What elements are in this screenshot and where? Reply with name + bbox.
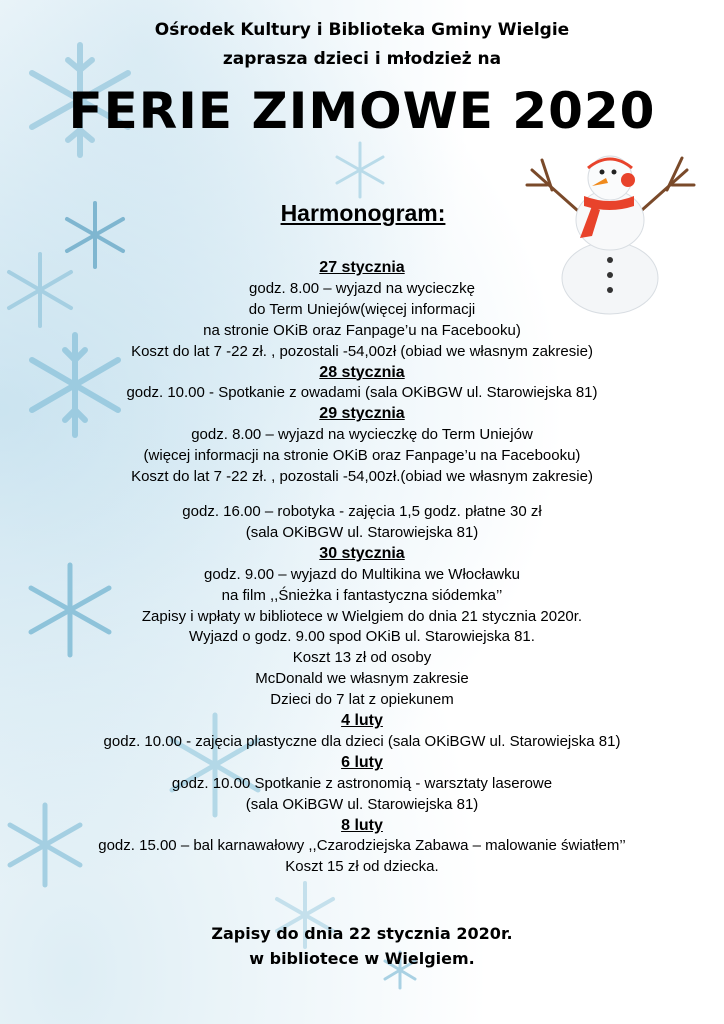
schedule-line: godz. 8.00 – wyjazd na wycieczkę [249, 279, 475, 297]
schedule-line: Koszt do lat 7 -22 zł. , pozostali -54,00zł (obiad we własnym zakresie) [131, 342, 593, 360]
organizer-line: Ośrodek Kultury i Biblioteka Gminy Wielgie [154, 20, 570, 40]
page-title: FERIE ZIMOWE 2020 [68, 82, 656, 140]
date-jan29: 29 stycznia [319, 405, 405, 423]
schedule-line: Koszt do lat 7 -22 zł. , pozostali -54,00zł.(obiad we własnym zakresie) [131, 468, 593, 486]
date-feb4: 4 luty [341, 712, 383, 730]
invitation-line: zaprasza dzieci i młodzież na [222, 49, 502, 69]
schedule-line: (sala OKiBGW ul. Starowiejska 81) [245, 795, 479, 813]
schedule-line: godz. 10.00 - Spotkanie z owadami (sala OKiBGW ul. Starowiejska 81) [126, 384, 598, 402]
schedule-line: godz. 15.00 – bal karnawałowy ,,Czarodziejska Zabawa – malowanie światłem’’ [98, 837, 626, 855]
signup-deadline: Zapisy do dnia 22 stycznia 2020r. [211, 924, 513, 943]
date-jan27: 27 stycznia [319, 259, 405, 276]
signup-note [0, 921, 724, 971]
schedule-line: na film ,,Śnieżka i fantastyczna siódemka’’ [221, 586, 503, 604]
schedule-line: na stronie OKiB oraz Fanpage’u na Facebooku) [203, 321, 521, 339]
signup-location: w bibliotece w Wielgiem. [249, 949, 475, 968]
schedule-line: godz. 16.00 – robotyka - zajęcia 1,5 godz. płatne 30 zł [182, 502, 542, 520]
schedule-line: Koszt 13 zł od osoby [292, 649, 432, 667]
date-feb6: 6 luty [341, 753, 383, 771]
schedule-line: Zapisy i wpłaty w bibliotece w Wielgiem do dnia 21 stycznia 2020r. [141, 607, 583, 625]
schedule-line: McDonald we własnym zakresie [255, 670, 469, 688]
schedule-line: (więcej informacji na stronie OKiB oraz Fanpage’u na Facebooku) [143, 447, 581, 465]
schedule-line: (sala OKiBGW ul. Starowiejska 81) [245, 523, 479, 541]
schedule-line: Dzieci do 7 lat z opiekunem [270, 691, 454, 709]
schedule-list [0, 258, 724, 878]
schedule-line: godz. 10.00 Spotkanie z astronomią - warsztaty laserowe [171, 774, 553, 792]
date-jan30: 30 stycznia [319, 544, 405, 562]
schedule-line: Wyjazd o godz. 9.00 spod OKiB ul. Starowiejska 81. [189, 628, 535, 646]
date-jan28: 28 stycznia [319, 363, 405, 381]
schedule-heading: Harmonogram: [280, 200, 446, 226]
date-feb8: 8 luty [341, 816, 383, 834]
schedule-line: do Term Uniejów(więcej informacji [248, 300, 476, 318]
snowflake-icon [330, 140, 390, 200]
schedule-line: godz. 8.00 – wyjazd na wycieczkę do Term Uniejów [191, 426, 533, 444]
schedule-line: godz. 10.00 - zajęcia plastyczne dla dzieci (sala OKiBGW ul. Starowiejska 81) [103, 732, 621, 750]
spacer [0, 488, 724, 502]
schedule-line: Koszt 15 zł od dziecka. [285, 858, 439, 876]
schedule-line: godz. 9.00 – wyjazd do Multikina we Włocławku [204, 565, 520, 583]
